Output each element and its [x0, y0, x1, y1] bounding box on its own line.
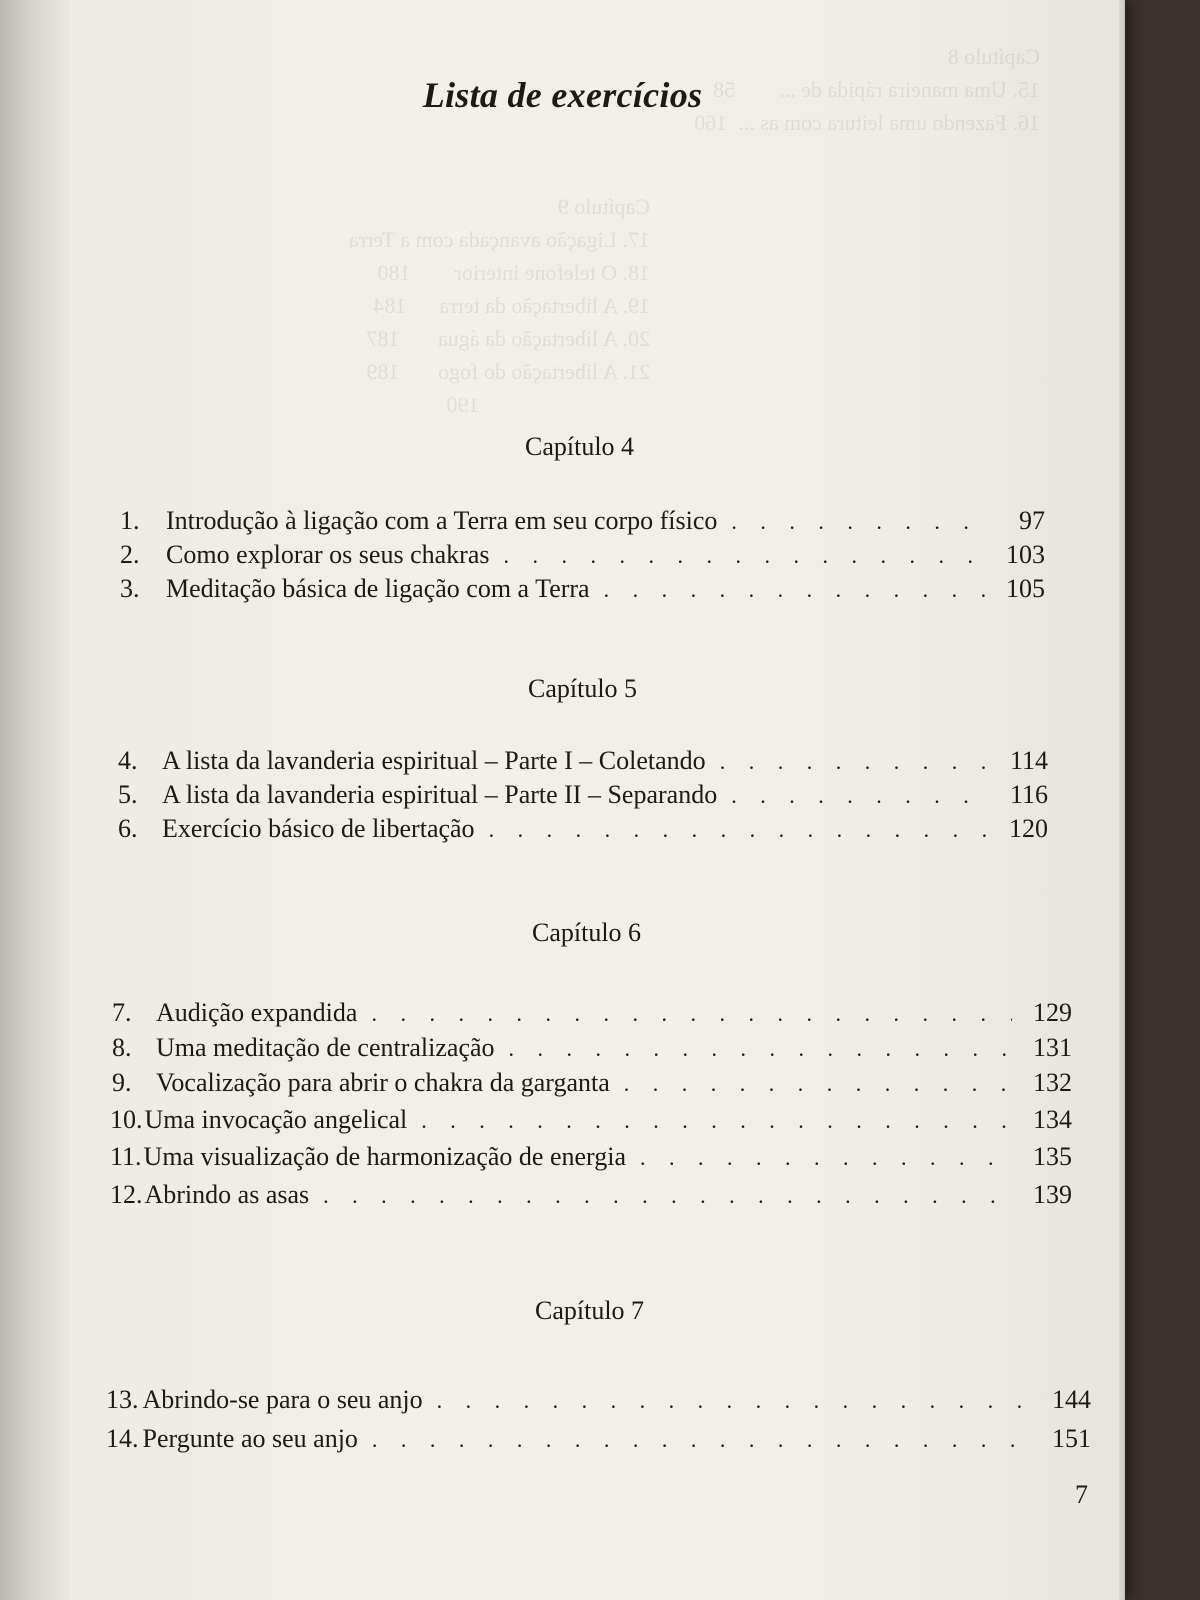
- show-through-text: Capítulo 8 15. Uma maneira rápida de ... 58 16. Fazendo uma leitura com as ... 160: [694, 44, 1040, 135]
- item-label: Abrindo as asas: [144, 1180, 310, 1209]
- page-title: Lista de exercícios: [422, 75, 703, 116]
- item-number: 1.: [120, 506, 140, 535]
- dot-leader: [509, 1032, 1012, 1066]
- item-label: Uma invocação angelical: [144, 1105, 408, 1134]
- item-page: 97: [1019, 506, 1045, 535]
- dot-leader: [437, 1384, 1031, 1418]
- gutter-shadow: [0, 0, 70, 1600]
- dot-leader: [503, 539, 985, 573]
- dot-leader: [371, 997, 1012, 1031]
- item-number: 2.: [120, 540, 140, 569]
- dot-leader: [604, 573, 985, 607]
- item-page: 132: [1033, 1068, 1072, 1097]
- item-number: 3.: [120, 574, 140, 603]
- dot-leader: [323, 1179, 1012, 1213]
- item-page: 135: [1033, 1142, 1072, 1171]
- list-item: [110, 1103, 1072, 1138]
- list-item: [112, 1066, 1072, 1101]
- item-page: 131: [1033, 1033, 1072, 1062]
- item-number: 12.: [110, 1180, 143, 1209]
- list-item: [112, 996, 1072, 1031]
- item-page: 103: [1006, 540, 1045, 569]
- chapter-heading: Capítulo 4: [525, 432, 635, 461]
- dot-leader: [720, 745, 988, 779]
- item-label: Pergunte ao seu anjo: [142, 1424, 358, 1453]
- item-label: Audição expandida: [156, 998, 358, 1027]
- item-label: Exercício básico de libertação: [162, 814, 475, 843]
- chapter-heading: Capítulo 7: [535, 1296, 645, 1325]
- item-page: 144: [1052, 1385, 1091, 1414]
- item-label: Uma meditação de centralização: [156, 1033, 495, 1062]
- dot-leader: [624, 1067, 1012, 1101]
- dot-leader: [489, 813, 988, 847]
- dot-leader: [731, 505, 985, 539]
- dot-leader: [372, 1423, 1031, 1457]
- dot-leader: [731, 779, 988, 813]
- dot-leader: [421, 1104, 1012, 1138]
- item-label: Meditação básica de ligação com a Terra: [166, 574, 590, 603]
- dot-leader: [640, 1141, 1012, 1175]
- item-label: Abrindo-se para o seu anjo: [142, 1385, 423, 1414]
- item-page: 116: [1009, 780, 1048, 809]
- item-page: 120: [1009, 814, 1048, 843]
- list-item: [120, 538, 1045, 573]
- show-through-text: Capítulo 9 17. Ligação avançada com a Terra 18. O telefone interior 180 19. A libertação da terra 184 20. A libertação da água 187 21. A libertação do fogo 189 190: [349, 194, 650, 417]
- item-number: 8.: [112, 1033, 132, 1062]
- item-page: 151: [1052, 1424, 1091, 1453]
- item-page: 134: [1033, 1105, 1072, 1134]
- item-number: 11.: [110, 1142, 142, 1171]
- list-item: [112, 1031, 1072, 1066]
- page-number: 7: [1075, 1480, 1088, 1509]
- list-item: [110, 1140, 1072, 1175]
- item-number: 7.: [112, 998, 132, 1027]
- item-page: 129: [1033, 998, 1072, 1027]
- item-number: 4.: [118, 746, 138, 775]
- item-number: 9.: [112, 1068, 132, 1097]
- item-number: 10.: [110, 1105, 143, 1134]
- list-item: [118, 744, 1048, 779]
- item-label: Uma visualização de harmonização de energia: [143, 1142, 626, 1171]
- item-number: 14.: [106, 1424, 139, 1453]
- item-label: Vocalização para abrir o chakra da garganta: [156, 1068, 610, 1097]
- item-page: 139: [1033, 1180, 1072, 1209]
- list-item: [118, 812, 1048, 847]
- item-label: A lista da lavanderia espiritual – Parte II – Separando: [162, 780, 718, 809]
- page-edge: [1119, 0, 1125, 1600]
- list-item: [120, 572, 1045, 607]
- item-number: 5.: [118, 780, 138, 809]
- list-item: [118, 778, 1048, 813]
- item-number: 6.: [118, 814, 138, 843]
- item-label: Introdução à ligação com a Terra em seu corpo físico: [166, 506, 718, 535]
- list-item: [106, 1383, 1091, 1418]
- chapter-heading: Capítulo 6: [532, 918, 642, 947]
- list-item: [120, 504, 1045, 539]
- item-label: A lista da lavanderia espiritual – Parte I – Coletando: [162, 746, 706, 775]
- list-item: [106, 1422, 1091, 1457]
- item-page: 114: [1009, 746, 1048, 775]
- item-number: 13.: [106, 1385, 139, 1414]
- item-label: Como explorar os seus chakras: [166, 540, 490, 569]
- list-item: [110, 1178, 1072, 1213]
- chapter-heading: Capítulo 5: [528, 674, 638, 703]
- item-page: 105: [1006, 574, 1045, 603]
